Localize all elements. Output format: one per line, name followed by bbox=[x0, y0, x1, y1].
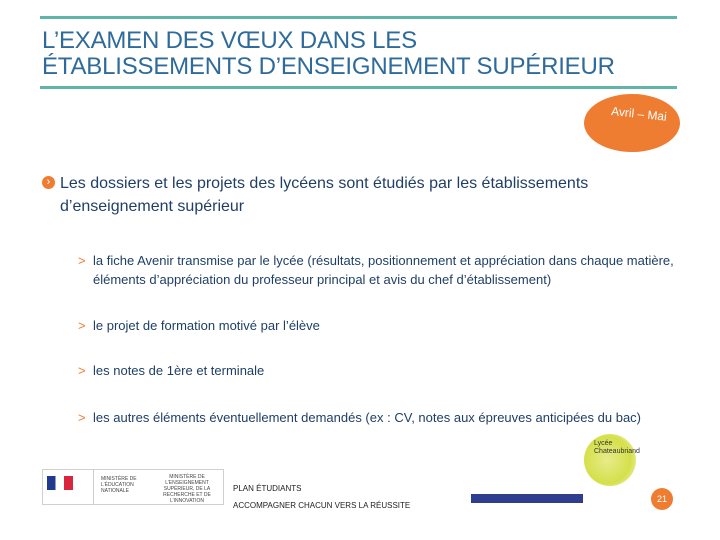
logo-divider bbox=[93, 470, 94, 504]
period-badge-label: Avril – Mai bbox=[610, 104, 668, 124]
footer-bar bbox=[471, 494, 583, 503]
chevron-right-icon: > bbox=[78, 253, 86, 268]
sub-point-text: les autres éléments éventuellement demandés (ex : CV, notes aux épreuves anticipées du bac) bbox=[93, 410, 642, 425]
title-line-2: ÉTABLISSEMENTS D’ENSEIGNEMENT SUPÉRIEUR bbox=[42, 53, 615, 80]
sub-point bbox=[78, 361, 703, 380]
title-line-1: L’EXAMEN DES VŒUX DANS LES bbox=[42, 27, 417, 54]
bottom-rule bbox=[40, 86, 677, 89]
plan-etudiants bbox=[233, 480, 410, 514]
main-point bbox=[42, 172, 692, 218]
main-point-text: Les dossiers et les projets des lycéens sont étudiés par les établissements d’enseignement supérieur bbox=[60, 175, 589, 215]
page-number: 21 bbox=[651, 488, 673, 510]
sub-point bbox=[78, 316, 703, 335]
top-rule bbox=[40, 16, 677, 19]
lycee-logo-text: Lycée Chateaubriand bbox=[594, 440, 640, 455]
sub-point-text: la fiche Avenir transmise par le lycée (résultats, positionnement et appréciation dans chaque matière, éléments d’appréciation du professeur principal et avis du chef d’établissement) bbox=[93, 253, 674, 287]
ministry-education-text: MINISTÈRE DE L’ÉDUCATION NATIONALE bbox=[101, 476, 137, 494]
plan-subtitle: ACCOMPAGNER CHACUN VERS LA RÉUSSITE bbox=[233, 501, 411, 510]
page-title bbox=[42, 28, 682, 80]
ministry-logo bbox=[42, 469, 224, 505]
sub-point bbox=[78, 408, 703, 427]
chevron-right-icon: > bbox=[78, 318, 86, 333]
chevron-right-icon: > bbox=[78, 363, 86, 378]
plan-title: PLAN ÉTUDIANTS bbox=[233, 484, 302, 493]
sub-point-text: les notes de 1ère et terminale bbox=[93, 363, 265, 378]
arrow-circle-right-icon: › bbox=[42, 176, 55, 189]
sub-point-text: le projet de formation motivé par l’élève bbox=[93, 318, 320, 333]
lycee-logo bbox=[584, 434, 640, 486]
chevron-right-icon: > bbox=[78, 410, 86, 425]
sub-point bbox=[78, 251, 703, 289]
ministry-higher-ed-text: MINISTÈRE DE L’ENSEIGNEMENT SUPÉRIEUR, DE LA RECHERCHE ET DE L’INNOVATION bbox=[163, 474, 211, 504]
marianne-flag-icon bbox=[47, 476, 73, 490]
